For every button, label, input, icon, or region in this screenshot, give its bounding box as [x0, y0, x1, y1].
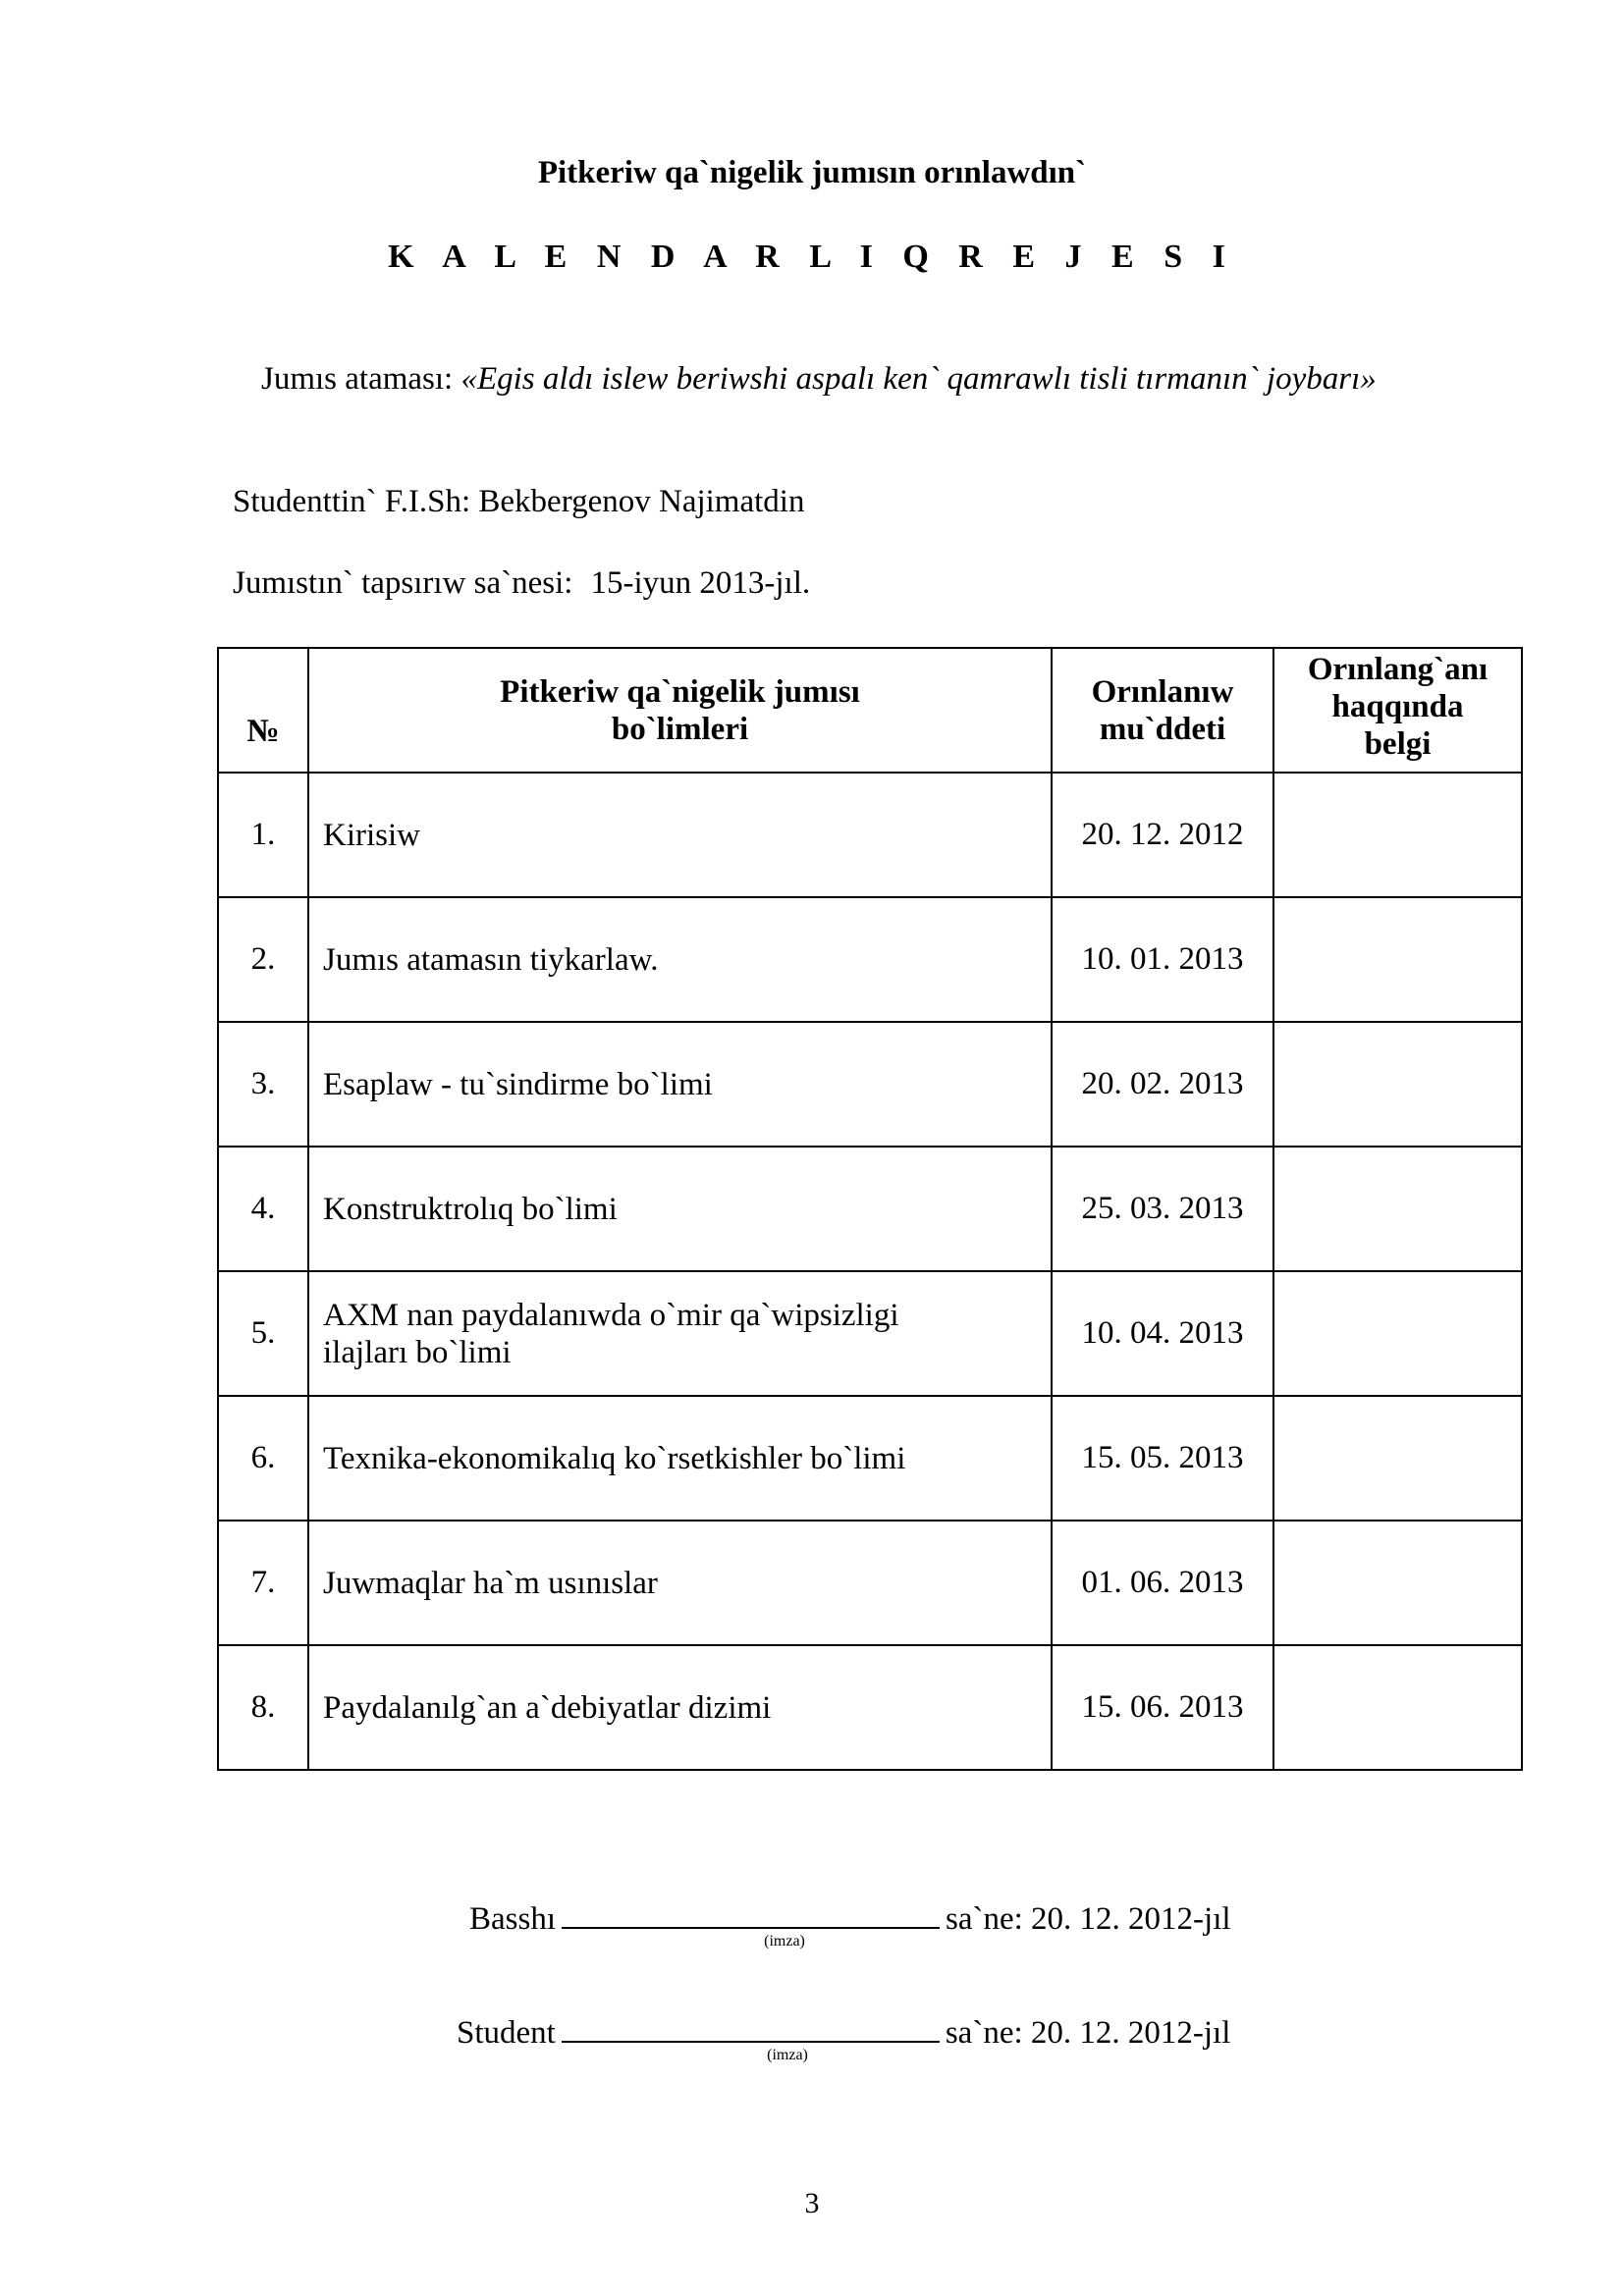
row-mark: [1273, 1147, 1522, 1271]
row-section-line1: AXM nan paydalanıwda o`mir qa`wipsizligi: [323, 1297, 899, 1333]
table-row: [218, 1521, 1522, 1645]
header-mark: [1273, 648, 1522, 773]
student-imza-caption: (imza): [767, 2047, 808, 2063]
table-row: [218, 1396, 1522, 1521]
row-mark: [1273, 1271, 1522, 1396]
row-mark: [1273, 1022, 1522, 1147]
row-section: Kirisiw: [308, 773, 1052, 897]
theme-label: Jumıs ataması:: [261, 361, 454, 397]
header-due: [1052, 648, 1273, 773]
document-subtitle: K A L E N D A R L I Q R E J E S I: [388, 239, 1236, 275]
header-section-line2: bo`limleri: [611, 711, 749, 747]
row-due: 10. 04. 2013: [1052, 1271, 1273, 1396]
table-row: [218, 1645, 1522, 1770]
document-title: Pitkeriw qa`nigelik jumısın orınlawdın`: [537, 155, 1087, 190]
row-mark: [1273, 773, 1522, 897]
row-section-line2: ilajları bo`limi: [323, 1334, 512, 1370]
row-mark: [1273, 1645, 1522, 1770]
table-row: [218, 1271, 1522, 1396]
submission-date-line: [233, 565, 810, 602]
row-number: 5.: [218, 1271, 308, 1396]
row-mark: [1273, 1521, 1522, 1645]
row-due: 01. 06. 2013: [1052, 1521, 1273, 1645]
student-line: [233, 484, 804, 520]
submission-date-value: 15-iyun 2013-jıl.: [590, 565, 811, 601]
row-number: 6.: [218, 1396, 308, 1521]
student-signature-blank: [562, 2011, 940, 2043]
head-signature-date: sa`ne: 20. 12. 2012-jıl: [946, 1901, 1231, 1937]
row-number: 1.: [218, 773, 308, 897]
row-section: Texnika-ekonomikalıq ko`rsetkishler bo`limi: [308, 1396, 1052, 1521]
head-signature-blank: [562, 1897, 940, 1929]
table-row: [218, 1147, 1522, 1271]
row-number: 2.: [218, 897, 308, 1022]
header-mark-line2: haqqında: [1331, 689, 1464, 724]
row-due: 20. 02. 2013: [1052, 1022, 1273, 1147]
row-due: 25. 03. 2013: [1052, 1147, 1273, 1271]
student-value: Bekbergenov Najimatdin: [478, 484, 805, 519]
row-section: Konstruktrolıq bo`limi: [308, 1147, 1052, 1271]
row-number: 7.: [218, 1521, 308, 1645]
row-number: 4.: [218, 1147, 308, 1271]
row-number: 8.: [218, 1645, 308, 1770]
header-due-line1: Orınlanıw: [1091, 673, 1234, 710]
student-signature-date: sa`ne: 20. 12. 2012-jıl: [945, 2015, 1231, 2051]
submission-date-label: Jumıstın` tapsırıw sa`nesi:: [233, 565, 573, 601]
table-header-row: [218, 648, 1522, 773]
row-due: 20. 12. 2012: [1052, 773, 1273, 897]
row-section: [308, 1271, 1052, 1396]
header-due-line2: mu`ddeti: [1099, 711, 1226, 747]
row-due: 15. 06. 2013: [1052, 1645, 1273, 1770]
student-signature-line: [457, 2011, 1230, 2052]
row-due: 10. 01. 2013: [1052, 897, 1273, 1022]
page-number: 3: [804, 2187, 820, 2219]
row-due: 15. 05. 2013: [1052, 1396, 1273, 1521]
row-mark: [1273, 1396, 1522, 1521]
theme-value: «Egis aldı islew beriwshi aspalı ken` qamrawlı tisli tırmanın` joybarı»: [460, 361, 1377, 397]
row-number: 3.: [218, 1022, 308, 1147]
table-row: [218, 1022, 1522, 1147]
table-row: [218, 773, 1522, 897]
student-signature-label: Student: [457, 2015, 556, 2051]
header-section: [308, 648, 1052, 773]
table-row: [218, 897, 1522, 1022]
row-section: Jumıs atamasın tiykarlaw.: [308, 897, 1052, 1022]
head-imza-caption: (imza): [764, 1933, 805, 1949]
row-section: Juwmaqlar ha`m usınıslar: [308, 1521, 1052, 1645]
header-section-line1: Pitkeriw qa`nigelik jumısı: [500, 673, 860, 710]
calendar-plan-table: [217, 647, 1523, 1771]
student-label: Studenttin` F.I.Sh:: [233, 484, 471, 519]
row-mark: [1273, 897, 1522, 1022]
row-section: Paydalanılg`an a`debiyatlar dizimi: [308, 1645, 1052, 1770]
header-mark-line3: belgi: [1364, 726, 1432, 762]
head-signature-label: Basshı: [469, 1901, 557, 1937]
header-mark-line1: Orınlang`anı: [1307, 652, 1489, 687]
header-number: №: [218, 648, 308, 773]
theme-line: [261, 361, 1377, 398]
row-section: Esaplaw - tu`sindirme bo`limi: [308, 1022, 1052, 1147]
head-signature-line: [469, 1897, 1231, 1938]
